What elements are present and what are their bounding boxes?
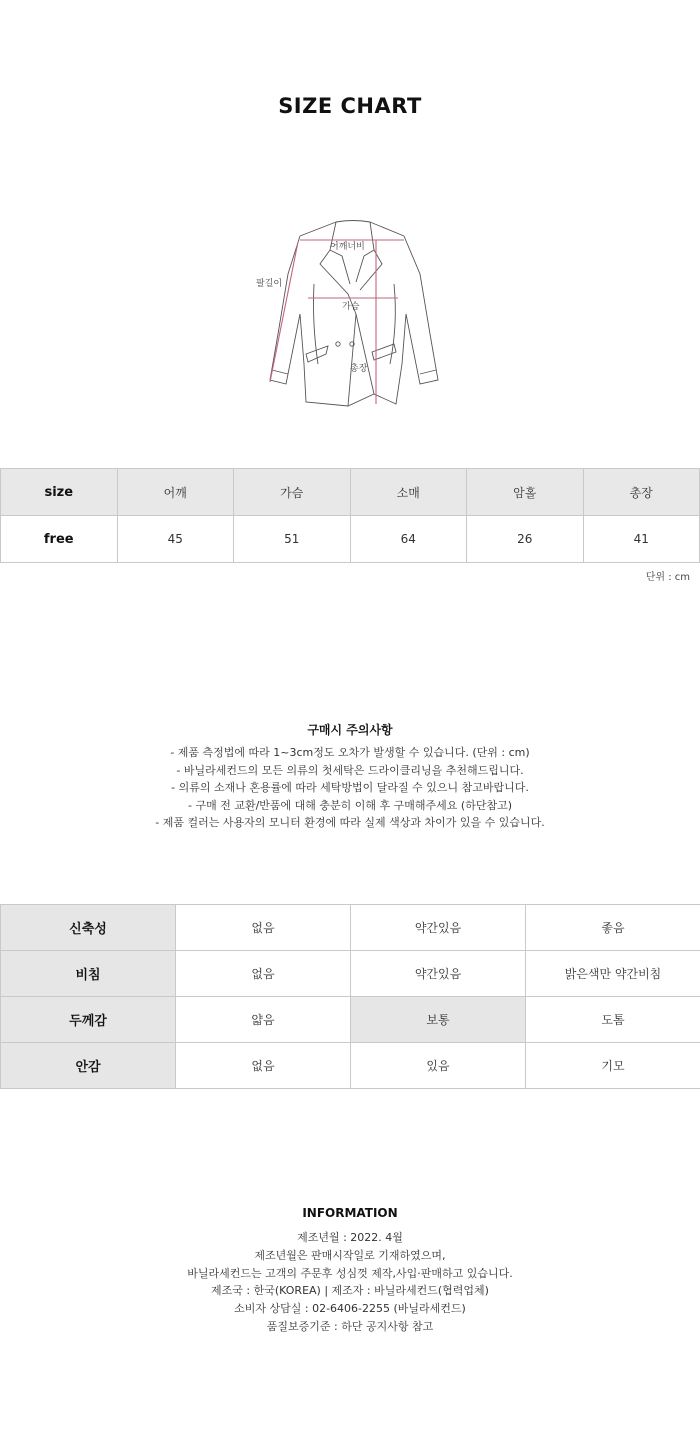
size-table	[0, 468, 700, 563]
shoulder-label: 어깨너비	[330, 242, 365, 252]
size-header-size: size	[1, 469, 118, 516]
size-header-shoulder: 어깨	[117, 469, 234, 516]
list-item: 소비자 상담실 : 02-6406-2255 (바닐라세컨드)	[234, 1302, 466, 1316]
fabric-option: 기모	[526, 1043, 700, 1089]
size-cell-size: free	[1, 516, 118, 563]
chest-label: 가슴	[342, 302, 360, 312]
list-item: - 제품 측정법에 따라 1~3cm정도 오차가 발생할 수 있습니다. (단위 : cm)	[170, 746, 530, 759]
fabric-option: 약간있음	[351, 951, 526, 997]
fabric-row-lining	[1, 1043, 700, 1089]
fabric-option: 밝은색만 약간비침	[526, 951, 700, 997]
notice-title: 구매시 주의사항	[307, 723, 393, 737]
fabric-option: 있음	[351, 1043, 526, 1089]
fabric-row-thickness	[1, 997, 700, 1043]
notice-list	[0, 744, 700, 832]
length-label: 총장	[350, 364, 368, 374]
size-header-chest: 가슴	[234, 469, 351, 516]
fabric-row-sheerness	[1, 951, 700, 997]
fabric-option: 약간있음	[351, 905, 526, 951]
information-list	[0, 1229, 700, 1336]
size-cell-sleeve: 64	[350, 516, 467, 563]
fabric-row-stretch	[1, 905, 700, 951]
table-row	[1, 516, 700, 563]
size-header-armhole: 암홀	[467, 469, 584, 516]
fabric-label: 두께감	[1, 997, 176, 1043]
fabric-option-selected: 보통	[351, 997, 526, 1043]
fabric-table	[0, 904, 700, 1089]
fabric-label: 비침	[1, 951, 176, 997]
sleeve-label: 팔길이	[256, 279, 283, 289]
size-table-header-row	[1, 469, 700, 516]
fabric-label: 안감	[1, 1043, 176, 1089]
size-header-sleeve: 소매	[350, 469, 467, 516]
list-item: 품질보증기준 : 하단 공지사항 참고	[266, 1319, 434, 1333]
list-item: - 바닐라세컨드의 모든 의류의 첫세탁은 드라이클리닝을 추천해드립니다.	[176, 763, 524, 777]
page-title: SIZE CHART	[278, 94, 422, 118]
fabric-label: 신축성	[1, 905, 176, 951]
list-item: - 제품 컬러는 사용자의 모니터 환경에 따라 실제 색상과 차이가 있을 수 있습니다.	[155, 816, 545, 830]
list-item: - 의류의 소재나 혼용률에 따라 세탁방법이 달라질 수 있으니 참고바랍니다.	[171, 781, 529, 795]
list-item: 제조년월은 판매시작일로 기재하였으며,	[254, 1248, 446, 1262]
size-cell-armhole: 26	[467, 516, 584, 563]
jacket-diagram	[248, 214, 458, 414]
fabric-option: 좋음	[526, 905, 700, 951]
fabric-option: 없음	[176, 1043, 351, 1089]
fabric-option: 얇음	[176, 997, 351, 1043]
size-cell-length: 41	[583, 516, 700, 563]
size-cell-chest: 51	[234, 516, 351, 563]
list-item: 제조국 : 한국(KOREA) | 제조자 : 바닐라세컨드(협력업체)	[211, 1284, 489, 1298]
fabric-option: 도톰	[526, 997, 700, 1043]
information-title: INFORMATION	[302, 1206, 398, 1220]
fabric-option: 없음	[176, 905, 351, 951]
fabric-option: 없음	[176, 951, 351, 997]
size-header-length: 총장	[583, 469, 700, 516]
list-item: - 구매 전 교환/반품에 대해 충분히 이해 후 구매해주세요 (하단참고)	[187, 798, 512, 812]
list-item: 바닐라세컨드는 고객의 주문후 성심껏 제작,사입·판매하고 있습니다.	[187, 1266, 513, 1280]
size-cell-shoulder: 45	[117, 516, 234, 563]
list-item: 제조년월 : 2022. 4월	[297, 1231, 403, 1244]
unit-note: 단위 : cm	[645, 572, 690, 583]
